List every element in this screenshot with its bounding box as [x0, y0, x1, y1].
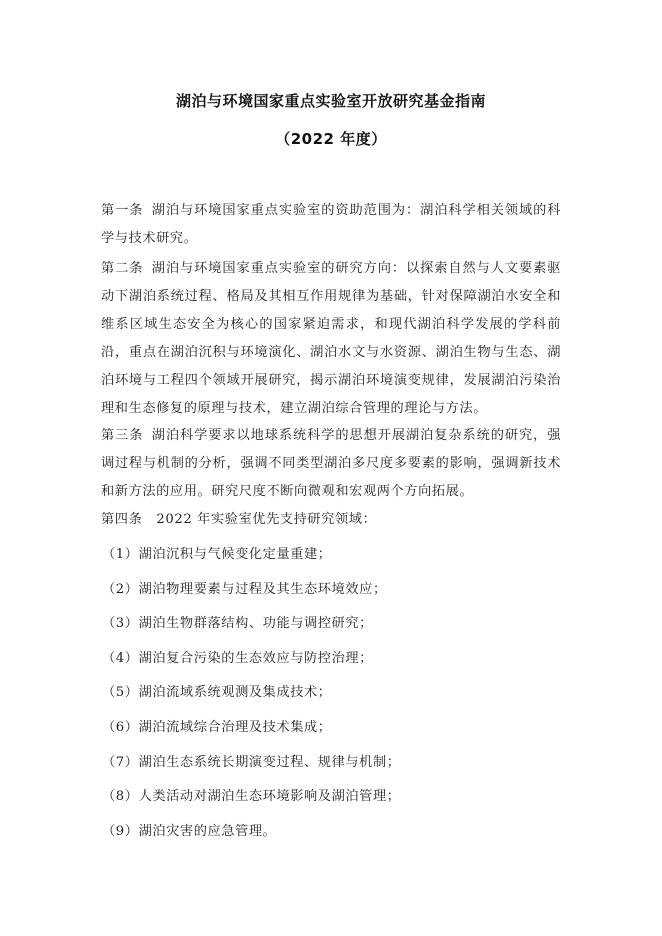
- article-text: 湖泊与环境国家重点实验室的资助范围为：湖泊科学相关领域的科学与技术研究。: [101, 203, 561, 246]
- article-2: [101, 255, 561, 423]
- document-title: 湖泊与环境国家重点实验室开放研究基金指南: [175, 92, 486, 110]
- list-item: （6）湖泊流域综合治理及技术集成；: [102, 719, 332, 735]
- article-3: [101, 422, 561, 506]
- article-label: 第四条: [101, 512, 143, 527]
- article-text: 湖泊与环境国家重点实验室的研究方向：以探索自然与人文要素驱动下湖泊系统过程、格局及其相互作用规律为基础，针对保障湖泊水安全和维系区域生态安全为核心的国家紧迫需求，和现代湖泊科学发展的学科前沿，重点在湖泊沉积与环境演化、湖泊水文与水资源、湖泊生物与生态、湖泊环境与工程四个领域开展研究，揭示湖泊环境演变规律，发展湖泊污染治理和生态修复的原理与技术，建立湖泊综合管理的理论与方法。: [101, 261, 561, 416]
- article-text: 湖泊科学要求以地球系统科学的思想开展湖泊复杂系统的研究，强调过程与机制的分析，强调不同类型湖泊多尺度多要素的影响，强调新技术和新方法的应用。研究尺度不断向微观和宏观两个方向拓展。: [101, 428, 561, 499]
- list-item: （1）湖泊沉积与气候变化定量重建；: [102, 547, 332, 562]
- list-item: （8）人类活动对湖泊生态环境影响及湖泊管理；: [102, 789, 401, 805]
- article-label: 第二条: [101, 261, 144, 276]
- list-item: （3）湖泊生物群落结构、功能与调控研究；: [102, 616, 373, 632]
- article-label: 第三条: [101, 428, 144, 443]
- list-item: （9）湖泊灾害的应急管理。: [102, 823, 277, 839]
- list-item: （5）湖泊流域系统观测及集成技术；: [102, 685, 332, 701]
- list-item: （2）湖泊物理要素与过程及其生态环境效应；: [102, 581, 387, 597]
- priority-areas-list: [102, 545, 562, 856]
- article-1: [101, 197, 561, 253]
- document-subtitle: （2022 年度）: [275, 130, 387, 148]
- article-text: 2022 年实验室优先支持研究领域：: [156, 512, 377, 527]
- article-label: 第一条: [101, 203, 144, 218]
- list-item: （4）湖泊复合污染的生态效应与防控治理；: [102, 650, 373, 666]
- list-item: （7）湖泊生态系统长期演变过程、规律与机制；: [102, 754, 401, 770]
- article-4: [101, 506, 561, 534]
